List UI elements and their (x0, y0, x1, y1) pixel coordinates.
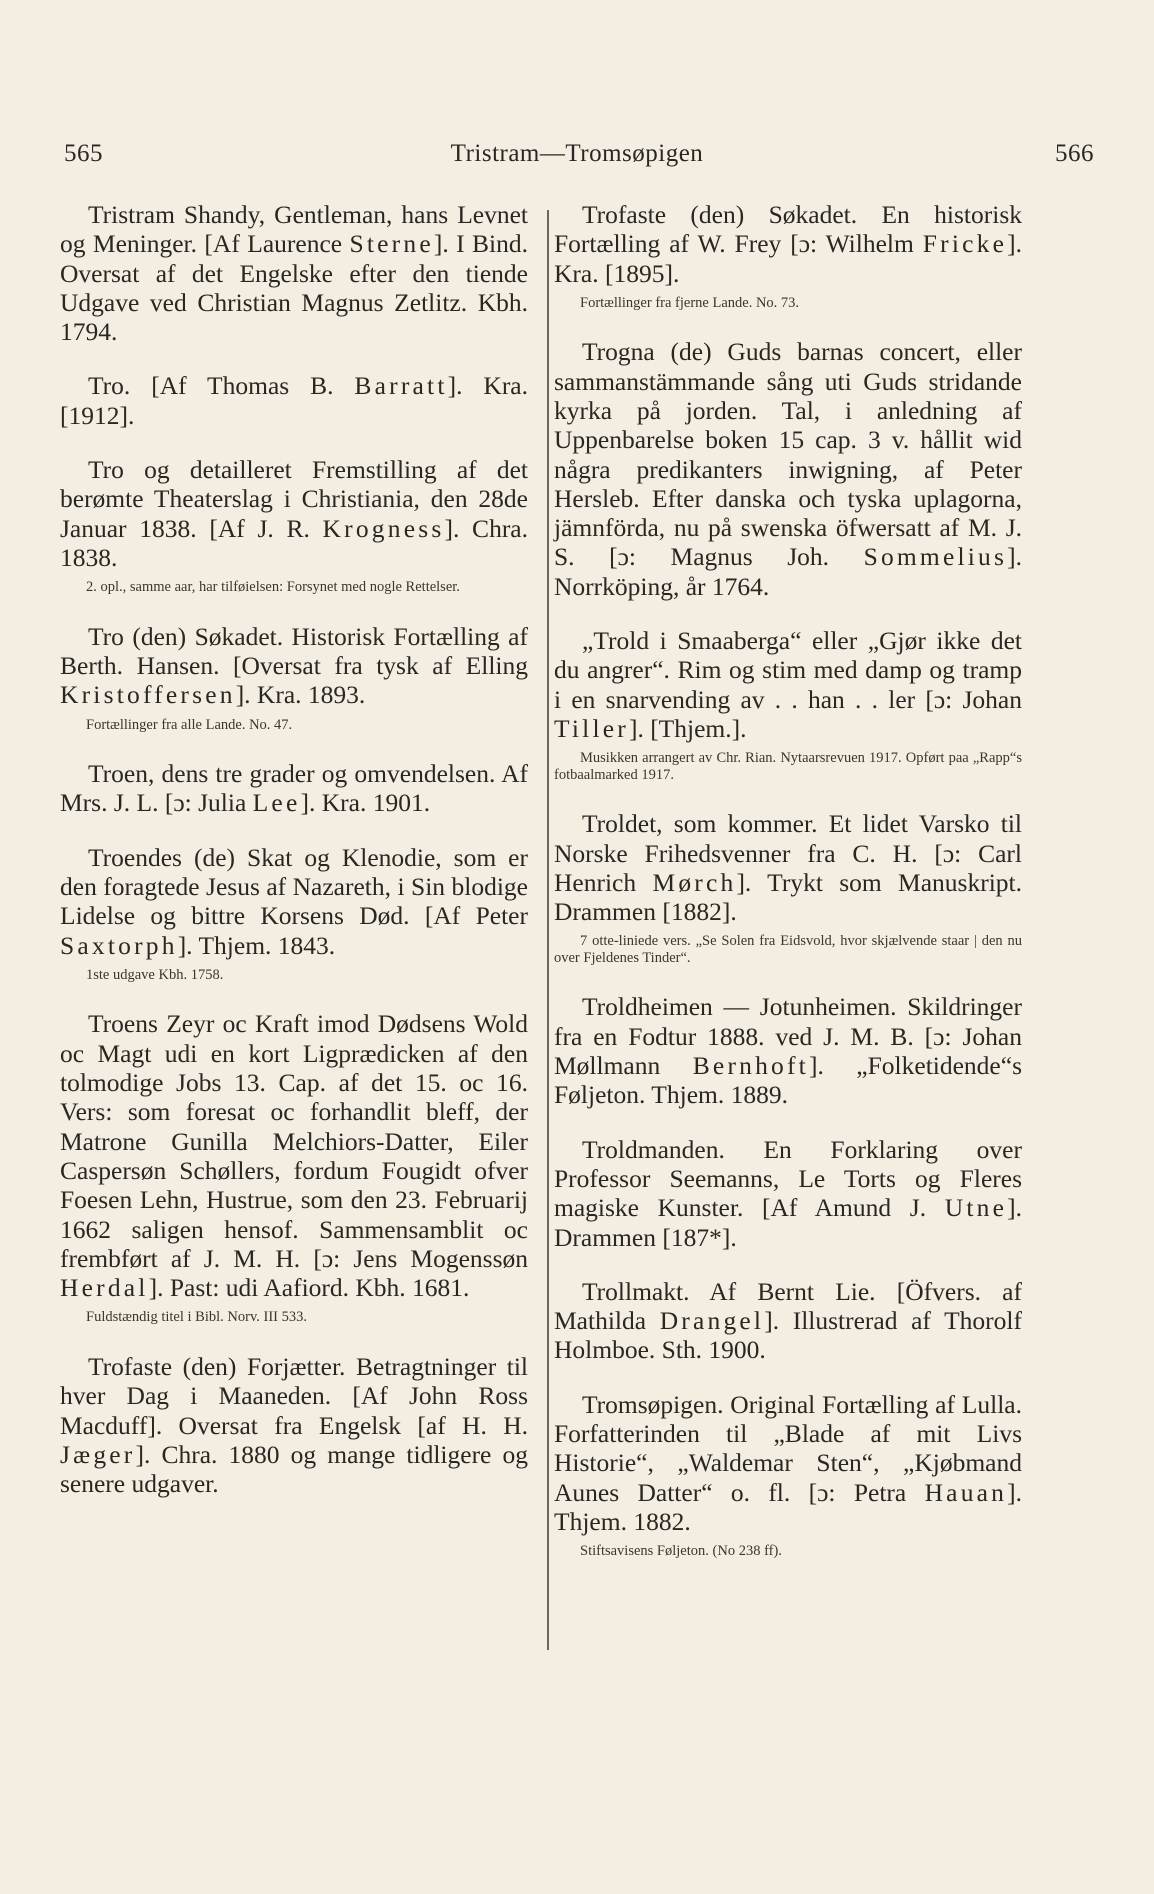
page-number-left: 565 (64, 140, 103, 167)
author-name: Utne (944, 1193, 1008, 1223)
column-divider (547, 210, 549, 1650)
author-name: Saxtorph (60, 930, 178, 960)
entry-note: Musikken arrangert av Chr. Rian. Nytaarsrevuen 1917. Opført paa „Rapp“s fotbaalmarked 1917. (554, 750, 1022, 783)
entry-troens-zeyr: Troens Zeyr oc Kraft imod Dødsens Wold oc Magt udi en kort Ligprædicken af den tolmodige Jobs 13. Cap. af det 15. oc 16. Vers: som foresat oc forhandlit bleff, der Matrone Gunilla Melchiors-Datter, Eiler Caspersøn Schøllers, fordum Fougidt ofver Foesen Lehn, Hustrue, som den 23. Februarij 1662 saligen hensof. Sammensamblit oc frembført af J. M. H. [ɔ: Jens Mogenssøn Herdal]. Past: udi Aafiord. Kbh. 1681. (60, 1009, 528, 1303)
author-name: Lee (252, 788, 301, 818)
entry-note: Fortællinger fra fjerne Lande. No. 73. (580, 294, 800, 311)
entry-trollmakt: Trollmakt. Af Bernt Lie. [Öfvers. af Mathilda Drangel]. Illustrerad af Thorolf Holmboe. Sth. 1900. (554, 1276, 1022, 1365)
author-name: Kristoffersen (60, 680, 236, 710)
entry-trofaste-forjaetter: Trofaste (den) Forjætter. Betragtninger til hver Dag i Maaneden. [Af John Ross Macduff]. Oversat fra Engelsk [af H. H. Jæger]. Chra. 1880 og mange tidligere og senere udgaver. (60, 1351, 528, 1499)
entry-troldet: Troldet, som kommer. Et lidet Varsko til Norske Frihedsvenner fra C. H. [ɔ: Carl Henrich Mørch]. Trykt som Manuskript. Drammen [1882]. (554, 809, 1022, 927)
entry-trofaste-sokadet: Trofaste (den) Søkadet. En historisk Fortælling af W. Frey [ɔ: Wilhelm Fricke]. Kra. [1895]. (554, 200, 1022, 288)
author-name: Drangel (659, 1306, 765, 1336)
entry-note: 1ste udgave Kbh. 1758. (86, 966, 224, 983)
author-name: Bernhoft (692, 1051, 809, 1081)
author-name: Barratt (354, 371, 448, 401)
entry-tro: Tro. [Af Thomas B. Barratt]. Kra. [1912]. (60, 371, 529, 430)
entry-troldmanden: Troldmanden. En Forklaring over Professor Seemanns, Le Torts og Fleres magiske Kunster. [Af Amund J. Utne]. Drammen [187*]. (554, 1134, 1022, 1252)
entry-troendes: Troendes (de) Skat og Klenodie, som er den foragtede Jesus af Nazareth, i Sin blodige Lidelse og bittre Korsens Død. [Af Peter Saxtorph]. Thjem. 1843. (60, 842, 528, 960)
entry-trogna: Trogna (de) Guds barnas concert, eller sammanstämmande sång uti Guds stridande kyrka på jorden. Tal, i anledning af Uppenbarelse boken 15 cap. 3 v. hållit wid några predikanters inwigning, af Peter Hersleb. Efter danska och tyska uplagorna, jämnförda, nu på swenska öfwersatt af M. J. S. [ɔ: Magnus Joh. Sommelius]. Norrköping, år 1764. (554, 337, 1022, 601)
entry-tromsopigen: Tromsøpigen. Original Fortælling af Lulla. Forfatterinden til „Blade af mit Livs Historie“, „Waldemar Sten“, „Kjøbmand Aunes Datter“ o. fl. [ɔ: Petra Hauan]. Thjem. 1882. (554, 1389, 1022, 1536)
entry-note: Fortællinger fra alle Lande. No. 47. (86, 716, 293, 733)
right-column (554, 200, 1022, 1586)
entry-troen: Troen, dens tre grader og omvendelsen. Af Mrs. J. L. [ɔ: Julia Lee]. Kra. 1901. (60, 759, 528, 818)
author-name: Sommelius (863, 542, 1008, 572)
entry-note: Stiftsavisens Føljeton. (No 238 ff). (580, 1543, 782, 1560)
entry-note: 2. opl., samme aar, har tilføielsen: Forsynet med nogle Rettelser. (86, 579, 460, 596)
author-name: Sterne (349, 229, 434, 259)
author-name: Jæger (60, 1439, 136, 1469)
entry-tro-og-detailleret: Tro og detailleret Fremstilling af det berømte Theaterslag i Christiania, den 28de Januar 1838. [Af J. R. Krogness]. Chra. 1838. (60, 455, 528, 572)
running-title: Tristram—Tromsøpigen (450, 140, 704, 167)
entry-trold-i-smaaberga: „Trold i Smaaberga“ eller „Gjør ikke det du angrer“. Rim og stim med damp og tramp i en snarvending av . . han . . ler [ɔ: Johan Tiller]. [Thjem.]. (554, 626, 1022, 743)
author-name: Herdal (60, 1273, 149, 1303)
entry-tristram: Tristram Shandy, Gentleman, hans Levnet og Meninger. [Af Laurence Sterne]. I Bind. Oversat af det Engelske efter den tiende Udgave ved Christian Magnus Zetlitz. Kbh. 1794. (60, 200, 529, 347)
page-number-right: 566 (1055, 140, 1094, 167)
left-column (60, 200, 528, 1523)
entry-tro-den-sokadet: Tro (den) Søkadet. Historisk Fortælling af Berth. Hansen. [Oversat fra tysk af Elling Kristoffersen]. Kra. 1893. (60, 621, 528, 710)
entry-troldheimen: Troldheimen — Jotunheimen. Skildringer fra en Fodtur 1888. ved J. M. B. [ɔ: Johan Møllmann Bernhoft]. „Folketidende“s Føljeton. Thjem. 1889. (554, 992, 1022, 1110)
entry-note: Fuldstændig titel i Bibl. Norv. III 533. (86, 1309, 307, 1326)
author-name: Krogness (322, 513, 445, 543)
entry-note: 7 otte-liniede vers. „Se Solen fra Eidsvold, hvor skjælvende staar | den nu over Fjeldenes Tinder“. (554, 933, 1022, 966)
author-name: Fricke (922, 229, 1008, 259)
author-name: Hauan (924, 1477, 1008, 1507)
page-header (60, 140, 1094, 176)
author-name: Mørch (652, 867, 737, 897)
author-name: Tiller (554, 713, 629, 743)
